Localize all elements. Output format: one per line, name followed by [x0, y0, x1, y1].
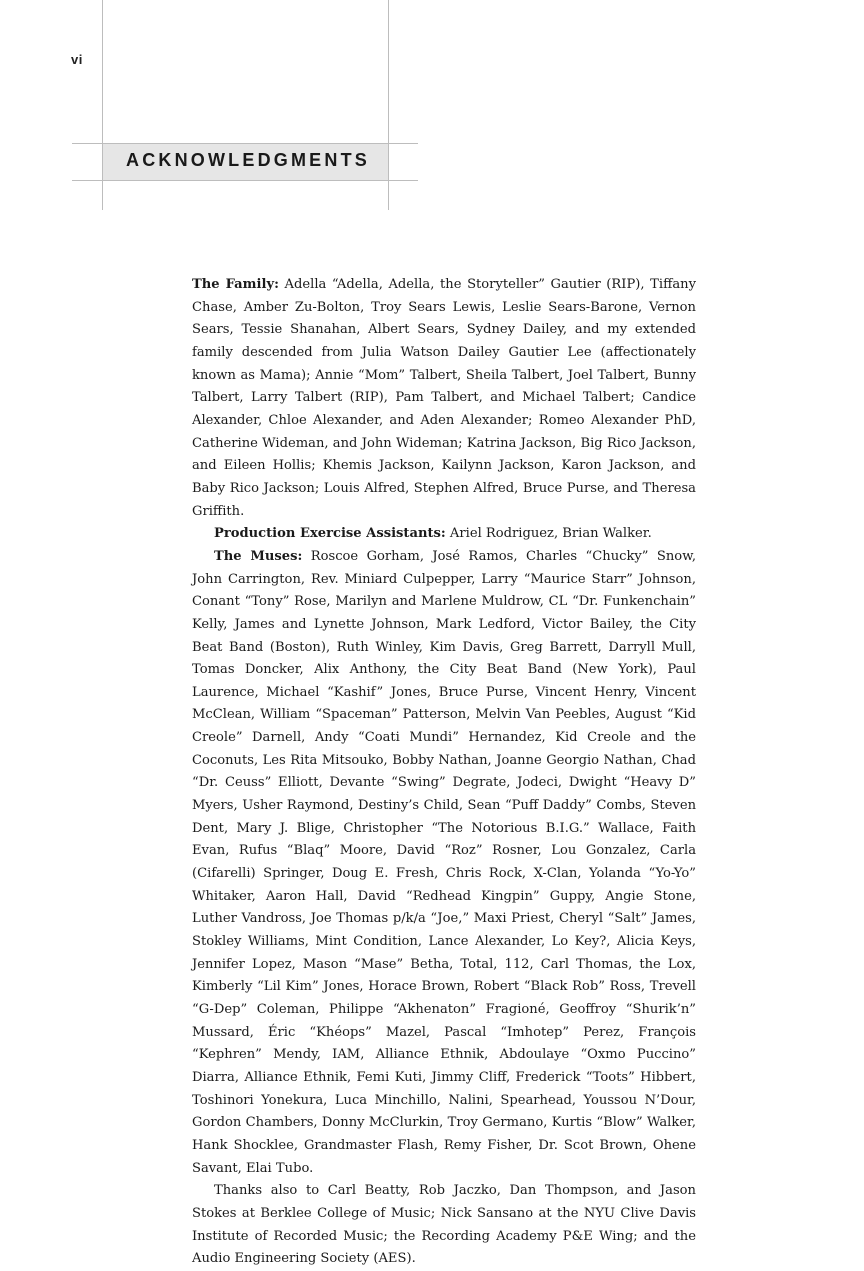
paragraph-lead: The Muses: [214, 548, 303, 564]
paragraph-family [192, 274, 696, 523]
paragraph-lead: The Family: [192, 277, 279, 292]
paragraph-thanks [192, 1180, 696, 1271]
paragraph-lead: Production Exercise Assistants: [214, 526, 446, 542]
chapter-heading: ACKNOWLEDGMENTS [126, 150, 370, 170]
page-number: vi [71, 52, 83, 67]
paragraph-assistants [192, 523, 696, 546]
paragraph-muses [192, 546, 696, 1180]
acknowledgments-body [192, 274, 696, 1271]
paragraph-text: Ariel Rodriguez, Brian Walker. [449, 526, 652, 542]
paragraph-text: Adella “Adella, Adella, the Storyteller” Gautier (RIP), Tiffany Chase, Amber Zu-Bolton, Troy Sears Lewis, Leslie Sears-Barone, Vernon Sears, Tessie Shanahan, Albert Sears, Sydney Dailey, and my extended family descended from Julia Watson Dailey Gautier Lee (affectionately known as Mama); Annie “Mom” Talbert, Sheila Talbert, Joel Talbert, Bunny Talbert, Larry Talbert (RIP), Pam Talbert, and Michael Talbert; Candice Alexander, Chloe Alexander, and Aden Alexander; Romeo Alexander PhD, Catherine Wideman, and John Wideman; Katrina Jackson, Big Rico Jackson, and Eileen Hollis; Khemis Jackson, Kailynn Jackson, Karon Jackson, and Baby Rico Jackson; Louis Alfred, Stephen Alfred, Bruce Purse, and Theresa Griffith. [192, 277, 697, 519]
heading-frame-line-bottom [72, 180, 418, 181]
paragraph-text: Thanks also to Carl Beatty, Rob Jaczko, Dan Thompson, and Jason Stokes at Berklee College of Music; Nick Sansano at the NYU Clive Davis Institute of Recorded Music; the Recording Academy P&E Wing; and the Audio Engineering Society (AES). [192, 1183, 696, 1267]
paragraph-text: Roscoe Gorham, José Ramos, Charles “Chucky” Snow, John Carrington, Rev. Miniard Culpepper, Larry “Maurice Starr” Johnson, Conant “Tony” Rose, Marilyn and Marlene Muldrow, CL “Dr. Funkenchain” Kelly, James and Lynette Johnson, Mark Ledford, Victor Bailey, the City Beat Band (Boston), Ruth Winley, Kim Davis, Greg Barrett, Darryll Mull, Tomas Doncker, Alix Anthony, the City Beat Band (New York), Paul Laurence, Michael “Kashif” Jones, Bruce Purse, Vincent Henry, Vincent McClean, William “Spaceman” Patterson, Melvin Van Peebles, August “Kid Creole” Darnell, Andy “Coati Mundi” Hernandez, Kid Creole and the Coconuts, Les Rita Mitsouko, Bobby Nathan, Joanne Georgio Nathan, Chad “Dr. Ceuss” Elliott, Devante “Swing” Degrate, Jodeci, Dwight “Heavy D” Myers, Usher Raymond, Destiny’s Child, Sean “Puff Daddy” Combs, Steven Dent, Mary J. Blige, Christopher “The Notorious B.I.G.” Wallace, Faith Evan, Rufus “Blaq” Moore, David “Roz” Rosner, Lou Gonzalez, Carla (Cifarelli) Springer, Doug E. Fresh, Chris Rock, X-Clan, Yolanda “Yo-Yo” Whitaker, Aaron Hall, David “Redhead Kingpin” Guppy, Angie Stone, Luther Vandross, Joe Thomas p/k/a “Joe,” Maxi Priest, Cheryl “Salt” James, Stokley Williams, Mint Condition, Lance Alexander, Lo Key?, Alicia Keys, Jennifer Lopez, Mason “Mase” Betha, Total, 112, Carl Thomas, the Lox, Kimberly “Lil Kim” Jones, Horace Brown, Robert “Black Rob” Ross, Trevell “G-Dep” Coleman, Philippe “Akhenaton” Fragioné, Geoffroy “Shurik’n” Mussard, Éric “Khéops” Mazel, Pascal “Imhotep” Perez, François “Kephren” Mendy, IAM, Alliance Ethnik, Abdoulaye “Oxmo Puccino” Diarra, Alliance Ethnik, Femi Kuti, Jimmy Cliff, Frederick “Toots” Hibbert, Toshinori Yonekura, Luca Minchillo, Nalini, Spearhead, Youssou N’Dour, Gordon Chambers, Donny McClurkin, Troy Germano, Kurtis “Blow” Walker, Hank Shocklee, Grandmaster Flash, Remy Fisher, Dr. Scot Brown, Ohene Savant, Elai Tubo. [192, 548, 697, 1176]
heading-frame-line-right [388, 0, 389, 210]
